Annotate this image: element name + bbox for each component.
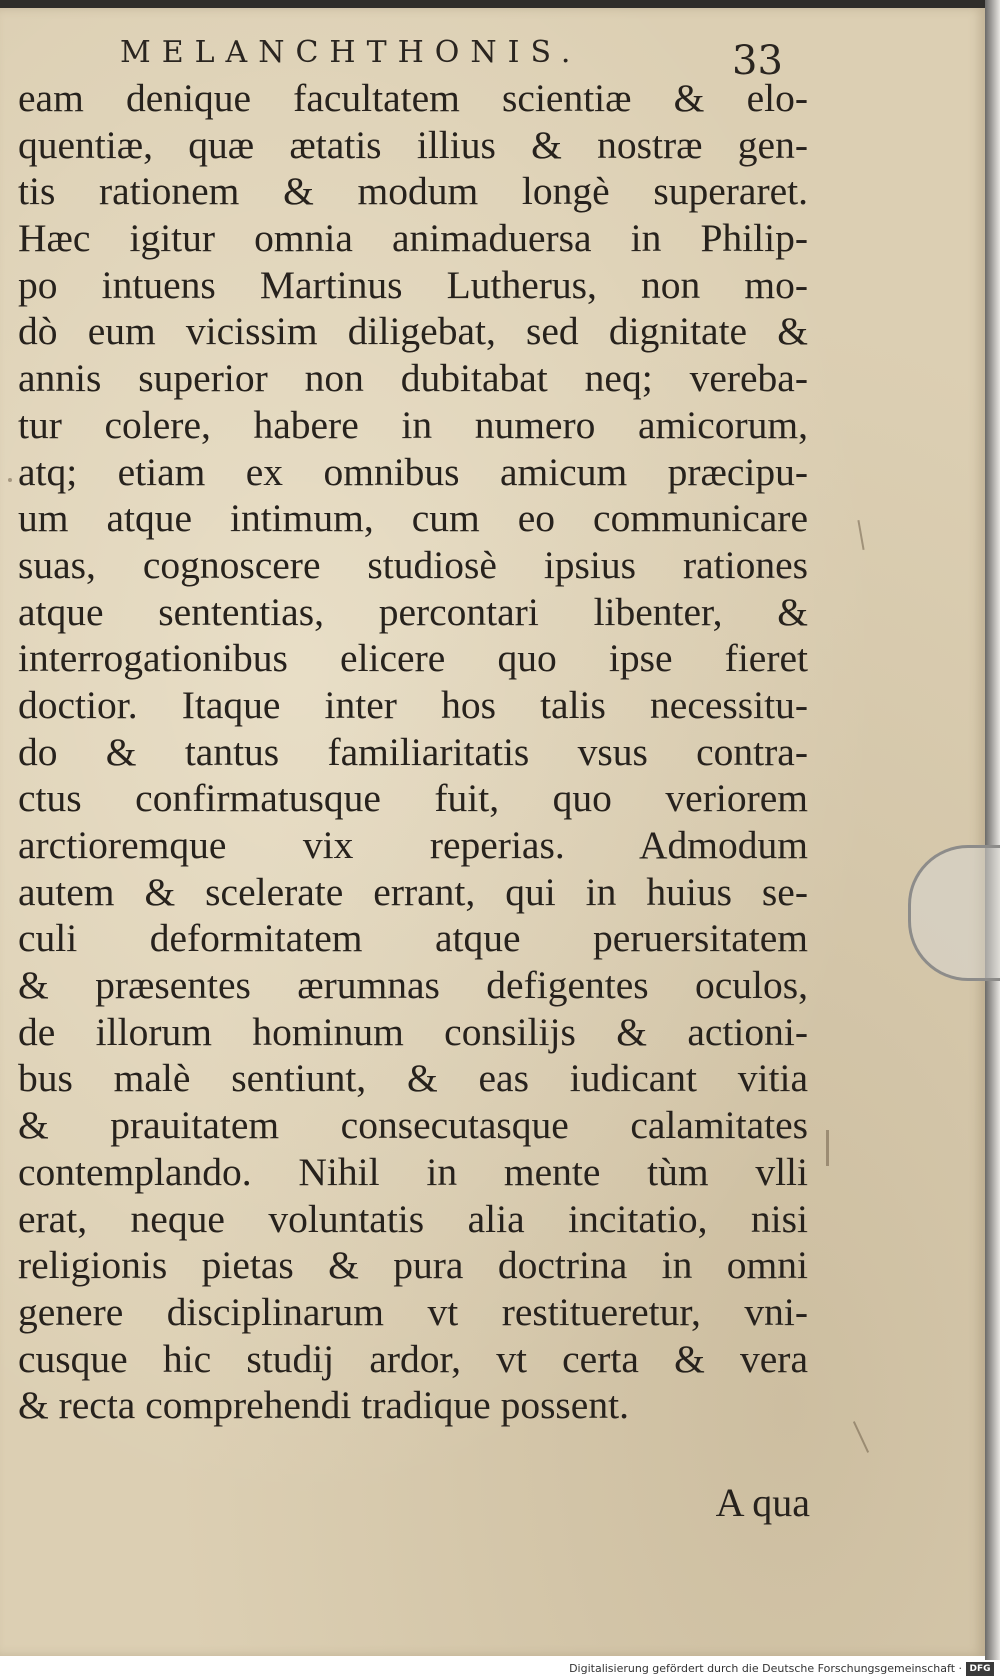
scanner-edge-right: [985, 0, 1000, 1660]
text-line: dò eum vicissim diligebat, sed dignitate &: [18, 309, 808, 354]
text-line: tur colere, habere in numero amicorum,: [18, 402, 808, 447]
text-line: & præsentes ærumnas defigentes oculos,: [18, 963, 808, 1008]
text-line: interrogationibus elicere quo ipse fieret: [18, 636, 808, 681]
text-line: suas, cognoscere studiosè ipsius rationes: [18, 542, 808, 587]
ink-mark: [8, 478, 12, 482]
body-text: [18, 75, 808, 1429]
text-line: Hæc igitur omnia animaduersa in Philip-: [18, 216, 808, 261]
text-line: bus malè sentiunt, & eas iudicant vitia: [18, 1056, 808, 1101]
text-line: po intuens Martinus Lutherus, non mo-: [18, 262, 808, 307]
text-line: do & tantus familiaritatis vsus contra-: [18, 729, 808, 774]
text-line: quentiæ, quæ ætatis illius & nostræ gen-: [18, 122, 808, 167]
ink-mark: [826, 1130, 829, 1166]
text-line: autem & scelerate errant, qui in huius se-: [18, 869, 808, 914]
text-line: & recta comprehendi tradique possent.: [18, 1383, 629, 1428]
dfg-logo: DFG: [966, 1662, 994, 1676]
text-line: um atque intimum, cum eo communicare: [18, 496, 808, 541]
text-line: ctus confirmatusque fuit, quo veriorem: [18, 776, 808, 821]
text-line: atque sententias, percontari libenter, &: [18, 589, 808, 634]
text-line: annis superior non dubitabat neq; vereba-: [18, 356, 808, 401]
catchword: A qua: [715, 1480, 810, 1525]
text-line: erat, neque voluntatis alia incitatio, nisi: [18, 1196, 808, 1241]
text-line: religionis pietas & pura doctrina in omni: [18, 1243, 808, 1288]
text-line: doctior. Itaque inter hos talis necessitu-: [18, 682, 808, 727]
text-line: eam denique facultatem scientiæ & elo-: [18, 76, 808, 120]
text-line: genere disciplinarum vt restitueretur, vni-: [18, 1289, 808, 1334]
text-line: de illorum hominum consilijs & actioni-: [18, 1009, 808, 1054]
text-line: tis rationem & modum longè superaret.: [18, 169, 808, 214]
text-line: culi deformitatem atque peruersitatem: [18, 916, 808, 961]
digitization-credit: Digitalisierung gefördert durch die Deutsche Forschungsgemeinschaft ·: [569, 1662, 962, 1675]
running-head: MELANCHTHONIS.: [120, 35, 582, 70]
text-line: arctioremque vix reperias. Admodum: [18, 823, 808, 867]
page-number: 33: [732, 38, 783, 84]
text-line: atq; etiam ex omnibus amicum præcipu-: [18, 449, 808, 494]
text-line: contemplando. Nihil in mente tùm vlli: [18, 1149, 808, 1194]
text-line: & prauitatem consecutasque calamitates: [18, 1103, 808, 1148]
text-line: cusque hic studij ardor, vt certa & vera: [18, 1336, 808, 1381]
